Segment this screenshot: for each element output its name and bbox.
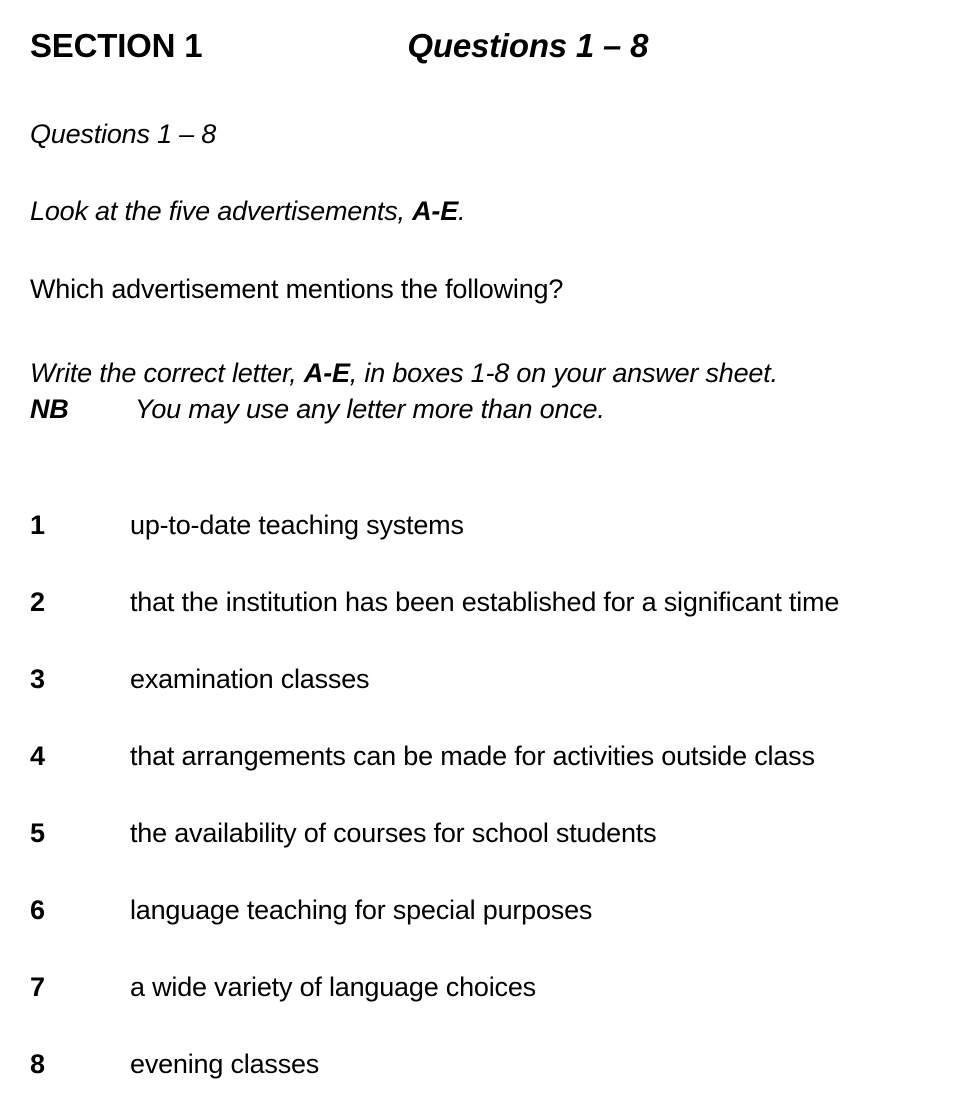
question-text: the availability of courses for school students: [130, 818, 657, 848]
question-row: [30, 663, 954, 695]
nb-text: You may use any letter more than once.: [135, 394, 605, 424]
question-number: 8: [30, 1049, 45, 1079]
look-line: [30, 194, 954, 228]
write-line-letters: A-E: [303, 358, 350, 388]
write-instruction-line: [30, 355, 954, 391]
question-list: [30, 509, 954, 1080]
page-header: [30, 26, 954, 66]
nb-label: NB: [30, 394, 69, 424]
question-text: that arrangements can be made for activities outside class: [130, 741, 815, 771]
question-number: 5: [30, 818, 45, 848]
question-row: [30, 971, 954, 1003]
question-row: [30, 1048, 954, 1080]
question-row: [30, 740, 954, 772]
question-number: 2: [30, 587, 45, 617]
look-line-suffix: .: [458, 196, 466, 226]
which-line: Which advertisement mentions the following?: [30, 274, 564, 304]
question-number: 7: [30, 972, 45, 1002]
question-text: up-to-date teaching systems: [130, 510, 464, 540]
question-row: [30, 509, 954, 541]
write-line-suffix: , in boxes 1-8 on your answer sheet.: [349, 358, 778, 388]
question-text: that the institution has been established for a significant time: [130, 587, 840, 617]
look-line-prefix: Look at the five advertisements,: [30, 196, 413, 226]
nb-line: [30, 391, 954, 427]
question-number: 6: [30, 895, 45, 925]
question-number: 1: [30, 510, 45, 540]
look-line-letters: A-E: [412, 196, 459, 226]
question-text: a wide variety of language choices: [130, 972, 536, 1002]
question-row: [30, 586, 954, 618]
question-row: [30, 894, 954, 926]
question-number: 3: [30, 664, 45, 694]
question-text: language teaching for special purposes: [130, 895, 593, 925]
question-number: 4: [30, 741, 45, 771]
write-line-prefix: Write the correct letter,: [30, 358, 304, 388]
question-row: [30, 817, 954, 849]
section-title: SECTION 1: [30, 27, 203, 64]
questions-range-line: Questions 1 – 8: [30, 119, 217, 149]
header-questions-range: Questions 1 – 8: [407, 27, 649, 64]
question-text: evening classes: [130, 1049, 320, 1079]
question-text: examination classes: [130, 664, 370, 694]
